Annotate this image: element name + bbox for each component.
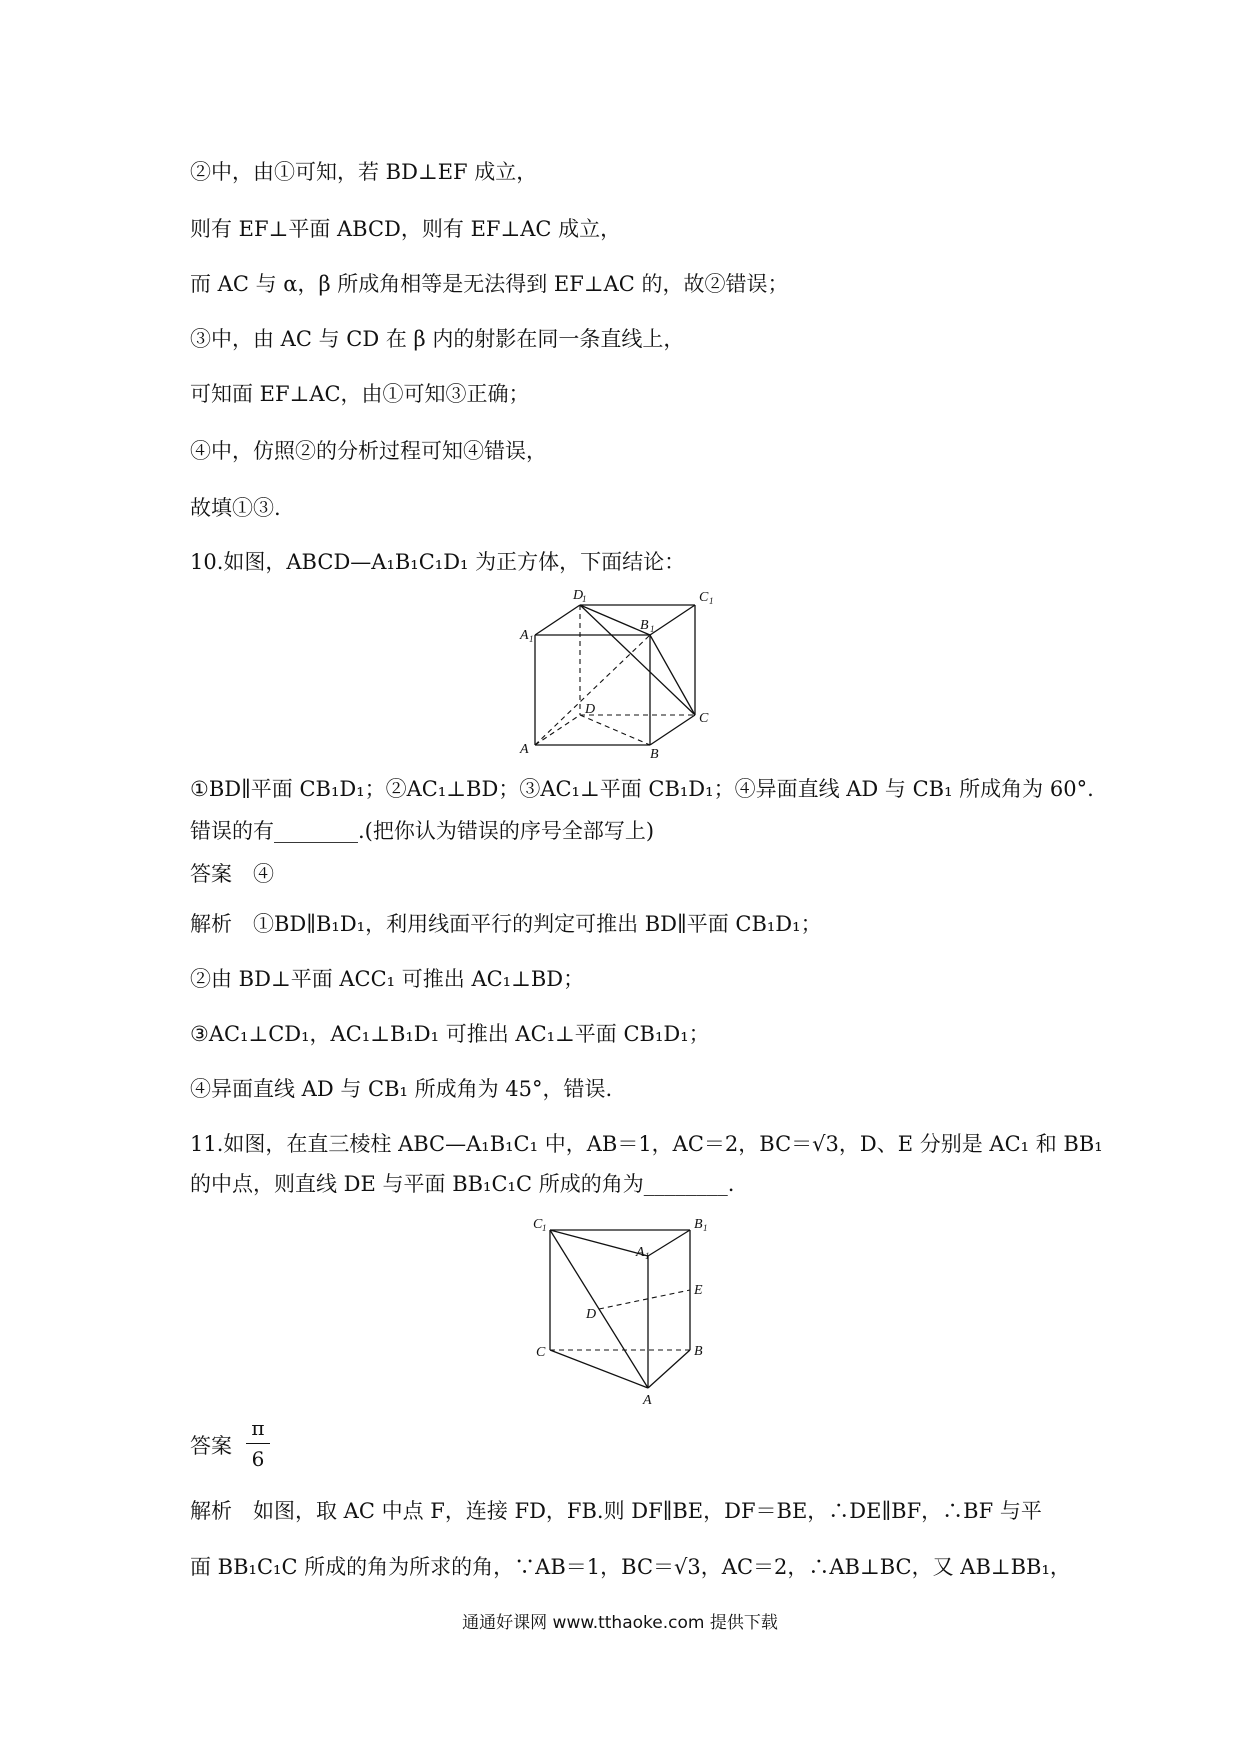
text-line: 解析 如图，取 AC 中点 F，连接 FD，FB.则 DF∥BE，DF＝BE，∴DE∥BF，∴BF 与平	[190, 1499, 1042, 1523]
svg-text:1: 1	[645, 1251, 650, 1261]
label-d1: D	[573, 588, 584, 603]
text-line: ②中，由①可知，若 BD⊥EF 成立，	[190, 160, 538, 184]
label-c: C	[699, 711, 709, 726]
text-line: 错误的有________.(把你认为错误的序号全部写上)	[190, 819, 655, 843]
label-e: E	[694, 1283, 703, 1298]
svg-text:1: 1	[703, 1223, 708, 1233]
text-line: ①BD∥平面 CB₁D₁；②AC₁⊥BD；③AC₁⊥平面 CB₁D₁；④异面直线 AD 与 CB₁ 所成角为 60°.	[190, 777, 1094, 801]
text-line: ③AC₁⊥CD₁，AC₁⊥B₁D₁ 可推出 AC₁⊥平面 CB₁D₁；	[190, 1022, 710, 1046]
fraction-numerator: π	[251, 1416, 265, 1440]
text-line: ③中，由 AC 与 CD 在 β 内的射影在同一条直线上，	[190, 327, 685, 351]
label-d: D	[585, 702, 596, 717]
svg-text:1: 1	[529, 634, 534, 644]
label-a1: A	[636, 1245, 645, 1260]
svg-text:1: 1	[650, 624, 655, 634]
text-line: 而 AC 与 α，β 所成角相等是无法得到 EF⊥AC 的，故②错误；	[190, 272, 789, 296]
text-line: 可知面 EF⊥AC，由①可知③正确；	[190, 382, 530, 406]
page-footer: 通通好课网 www.tthaoke.com 提供下载	[462, 1613, 778, 1633]
label-c1: C	[533, 1218, 543, 1232]
label-c: C	[536, 1345, 546, 1360]
label-c1: C	[699, 590, 709, 605]
fraction-denominator: 6	[251, 1447, 265, 1471]
text-line: ②由 BD⊥平面 ACC₁ 可推出 AC₁⊥BD；	[190, 967, 585, 991]
cube-figure	[515, 585, 725, 760]
text-line: 故填①③.	[190, 496, 281, 520]
svg-text:1: 1	[709, 596, 714, 606]
label-a: A	[643, 1393, 652, 1408]
svg-text:1: 1	[542, 1223, 547, 1233]
svg-text:1: 1	[582, 594, 587, 604]
label-b1: B	[694, 1218, 703, 1232]
text-line: 则有 EF⊥平面 ABCD，则有 EF⊥AC 成立，	[190, 217, 622, 241]
text-line: ④异面直线 AD 与 CB₁ 所成角为 45°，错误.	[190, 1077, 613, 1101]
label-d: D	[586, 1307, 597, 1322]
question-11-title: 11.如图，在直三棱柱 ABC—A₁B₁C₁ 中，AB＝1，AC＝2，BC＝√3，D、E 分别是 AC₁ 和 BB₁	[190, 1132, 1103, 1156]
text-line: ④中，仿照②的分析过程可知④错误，	[190, 439, 547, 463]
label-b: B	[694, 1344, 703, 1359]
text-line: 的中点，则直线 DE 与平面 BB₁C₁C 所成的角为________.	[190, 1172, 735, 1196]
label-b1: B	[640, 618, 649, 633]
question-10-title: 10.如图，ABCD—A₁B₁C₁D₁ 为正方体，下面结论：	[190, 550, 686, 574]
label-a1: A	[520, 628, 529, 643]
answer-10: 答案 ④	[190, 862, 274, 886]
answer-11-label: 答案	[190, 1434, 232, 1458]
prism-figure	[530, 1218, 715, 1413]
text-line: 解析 ①BD∥B₁D₁，利用线面平行的判定可推出 BD∥平面 CB₁D₁；	[190, 912, 822, 936]
label-b: B	[650, 747, 659, 760]
text-line: 面 BB₁C₁C 所成的角为所求的角，∵AB＝1，BC＝√3，AC＝2，∴AB⊥BC，又 AB⊥BB₁，	[190, 1555, 1071, 1579]
label-a: A	[520, 742, 529, 757]
answer-11-fraction	[246, 1416, 270, 1471]
